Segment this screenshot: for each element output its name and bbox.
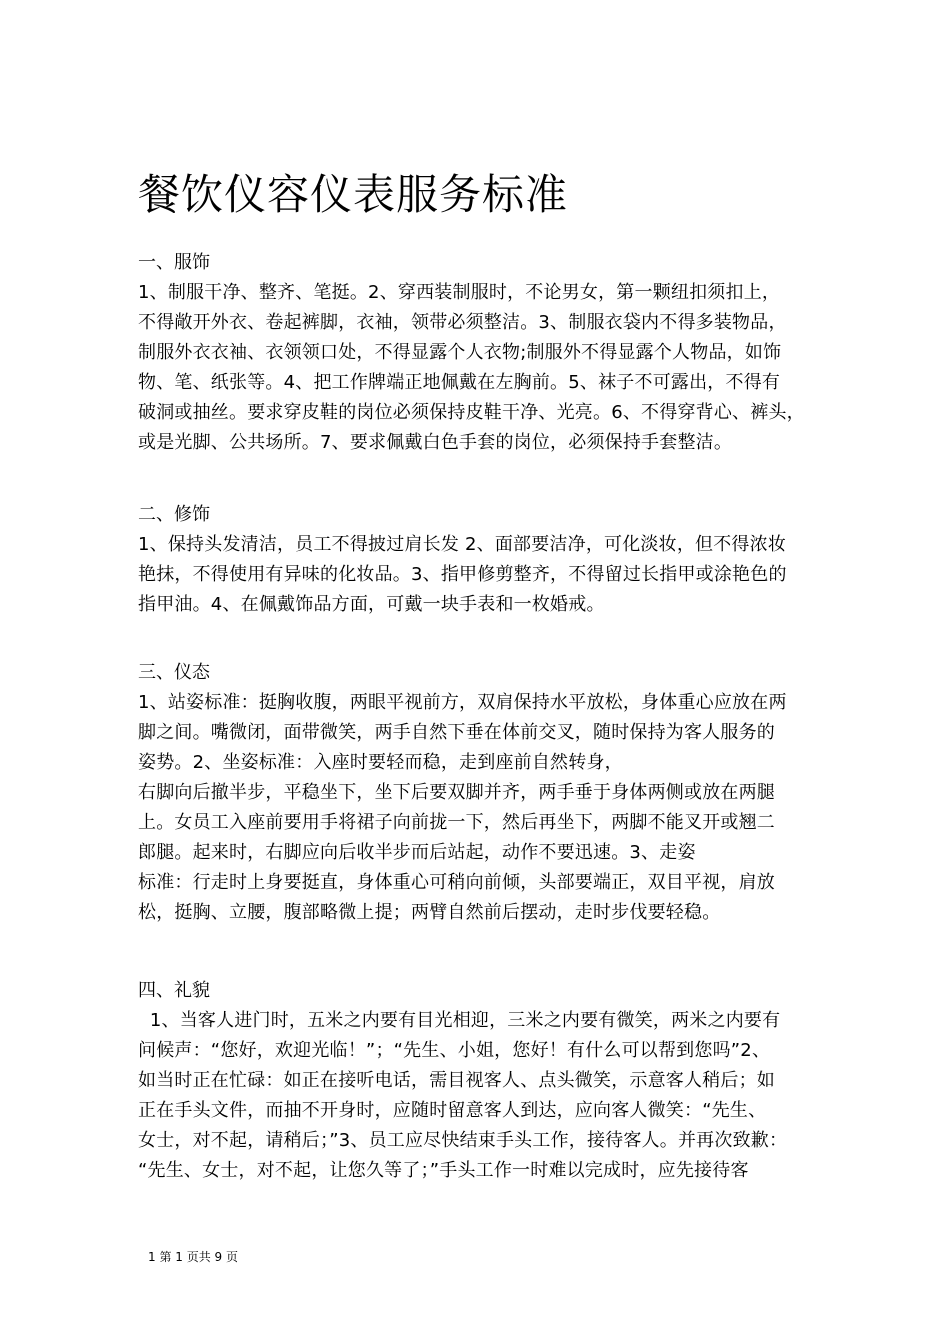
paragraph-line: 1、制服干净、整齐、笔挺。2、穿西装制服时，不论男女，第一颗纽扣须扣上， bbox=[138, 282, 781, 303]
section-heading: 三、仪态 bbox=[138, 662, 210, 683]
section-heading: 一、服饰 bbox=[138, 252, 210, 273]
paragraph-line: 标准：行走时上身要挺直，身体重心可稍向前倾，头部要端正，双目平视，肩放 bbox=[138, 872, 775, 893]
section-heading: 四、礼貌 bbox=[138, 980, 210, 1001]
paragraph-line: 女士，对不起，请稍后；”3、员工应尽快结束手头工作，接待客人。并再次致歉： bbox=[138, 1130, 788, 1151]
document-title: 餐饮仪容仪表服务标准 bbox=[138, 170, 569, 219]
paragraph-line: 右脚向后撤半步，平稳坐下，坐下后要双脚并齐，两手垂于身体两侧或放在两腿 bbox=[138, 782, 775, 803]
paragraph-line: 1、当客人进门时，五米之内要有目光相迎，三米之内要有微笑，两米之内要有 bbox=[138, 1010, 781, 1031]
paragraph-line: “先生、女士，对不起，让您久等了；”手头工作一时难以完成时，应先接待客 bbox=[138, 1160, 749, 1181]
paragraph-line: 郎腿。起来时，右脚应向后收半步而后站起，动作不要迅速。3、走姿 bbox=[138, 842, 696, 863]
paragraph-line: 1、保持头发清洁，员工不得披过肩长发 2、面部要洁净，可化淡妆，但不得浓妆 bbox=[138, 534, 787, 555]
paragraph-line: 指甲油。4、在佩戴饰品方面，可戴一块手表和一枚婚戒。 bbox=[138, 594, 605, 615]
section-attire bbox=[138, 248, 838, 458]
paragraph-line: 破洞或抽丝。要求穿皮鞋的岗位必须保持皮鞋干净、光亮。6、不得穿背心、裤头， bbox=[138, 402, 805, 423]
paragraph-line: 艳抹，不得使用有异味的化妆品。3、指甲修剪整齐，不得留过长指甲或涂艳色的 bbox=[138, 564, 787, 585]
paragraph-line: 或是光脚、公共场所。7、要求佩戴白色手套的岗位，必须保持手套整洁。 bbox=[138, 432, 733, 453]
paragraph-line: 问候声：“您好，欢迎光临！”；“先生、小姐，您好！有什么可以帮到您吗”2、 bbox=[138, 1040, 771, 1061]
paragraph-line: 1、站姿标准：挺胸收腹，两眼平视前方，双肩保持水平放松，身体重心应放在两 bbox=[138, 692, 787, 713]
section-posture bbox=[138, 658, 838, 928]
paragraph-line: 物、笔、纸张等。4、把工作牌端正地佩戴在左胸前。5、袜子不可露出，不得有 bbox=[138, 372, 781, 393]
paragraph-line: 制服外衣衣袖、衣领领口处，不得显露个人衣物;制服外不得显露个人物品，如饰 bbox=[138, 342, 782, 363]
paragraph-line: 松，挺胸、立腰，腹部略微上提；两臂自然前后摆动，走时步伐要轻稳。 bbox=[138, 902, 721, 923]
section-heading: 二、修饰 bbox=[138, 504, 210, 525]
section-courtesy bbox=[138, 976, 838, 1186]
paragraph-line: 如当时正在忙碌：如正在接听电话，需目视客人、点头微笑，示意客人稍后；如 bbox=[138, 1070, 775, 1091]
paragraph-line: 脚之间。嘴微闭，面带微笑，两手自然下垂在体前交叉，随时保持为客人服务的 bbox=[138, 722, 775, 743]
section-grooming bbox=[138, 500, 838, 620]
paragraph-line: 正在手头文件，而抽不开身时，应随时留意客人到达，应向客人微笑：“先生、 bbox=[138, 1100, 767, 1121]
paragraph-line: 姿势。2、坐姿标准：入座时要轻而稳，走到座前自然转身， bbox=[138, 752, 623, 773]
paragraph-line: 上。女员工入座前要用手将裙子向前拢一下，然后再坐下，两脚不能叉开或翘二 bbox=[138, 812, 775, 833]
page-footer: 1 第 1 页共 9 页 bbox=[148, 1250, 238, 1264]
paragraph-line: 不得敞开外衣、卷起裤脚，衣袖，领带必须整洁。3、制服衣袋内不得多装物品， bbox=[138, 312, 787, 333]
